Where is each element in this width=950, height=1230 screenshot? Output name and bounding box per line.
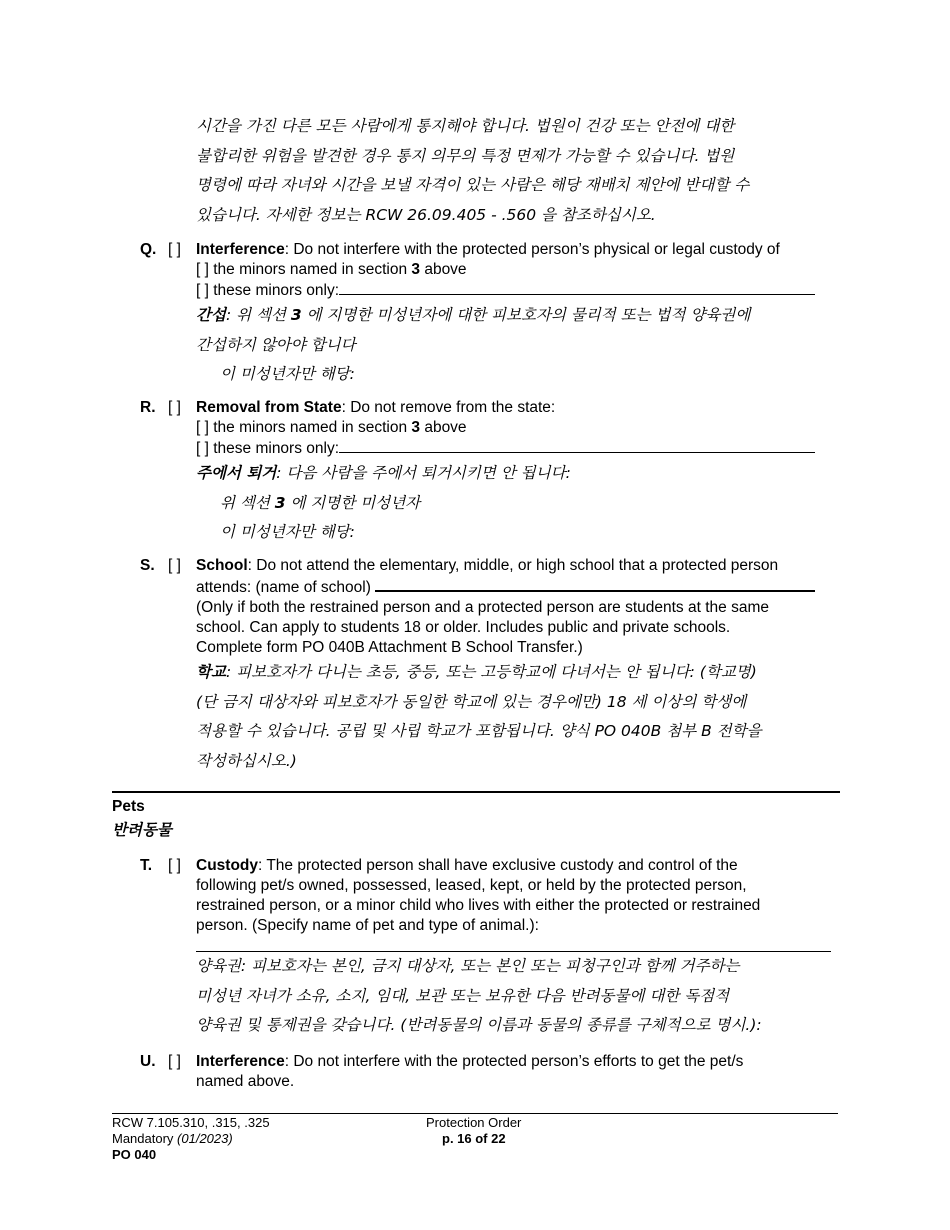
section-number: 3 <box>290 306 302 324</box>
item-title: Interference <box>196 241 285 258</box>
korean-text: : 피보호자가 다니는 초등, 중등, 또는 고등학교에 다녀서는 안 됩니다: (학교명) <box>225 663 757 681</box>
item-text: attends: (name of school) <box>196 579 371 596</box>
footer-divider <box>112 1113 838 1114</box>
footer-page-number: p. 16 of 22 <box>442 1131 506 1146</box>
item-letter: T. <box>140 857 153 874</box>
korean-translation <box>196 459 832 548</box>
item-text: : The protected person shall have exclusive custody and control of the <box>258 857 738 874</box>
item-note: school. Can apply to students 18 or older. Includes public and private schools. <box>196 619 731 636</box>
minors-name-field[interactable] <box>339 280 815 295</box>
checkbox-q[interactable]: [ ] <box>168 241 181 258</box>
option-text: these minors only: <box>213 282 340 299</box>
school-name-field[interactable] <box>375 576 815 592</box>
korean-text: : 다음 사람을 주에서 퇴거시키면 안 됩니다: <box>276 464 571 482</box>
korean-title: 간섭 <box>196 306 226 324</box>
item-text: named above. <box>196 1073 295 1090</box>
korean-text: 양육권 및 통제권을 갖습니다. (반려동물의 이름과 동물의 종류를 구체적으로 명시.): <box>196 1016 762 1034</box>
item-letter: R. <box>140 399 156 416</box>
korean-text: 적용할 수 있습니다. 공립 및 사립 학교가 포함됩니다. 양식 PO 040B 첨부 B 전학을 <box>196 722 762 740</box>
pet-description-field[interactable] <box>196 936 831 952</box>
korean-text: 에 지명한 미성년자에 대한 피보호자의 물리적 또는 법적 양육권에 <box>301 306 751 324</box>
intro-line: 시간을 가진 다른 모든 사람에게 통지해야 합니다. 법원이 건강 또는 안전에 대한 <box>196 117 735 135</box>
korean-translation <box>196 952 832 1041</box>
option-text: above <box>420 419 467 436</box>
checkbox-r[interactable]: [ ] <box>168 399 181 416</box>
footer-form-number: PO 040 <box>112 1147 157 1162</box>
intro-line: 명령에 따라 자녀와 시간을 보낼 자격이 있는 사람은 해당 재배치 제안에 반대할 수 <box>196 176 750 194</box>
checkbox-s[interactable]: [ ] <box>168 557 181 574</box>
footer-left <box>112 1115 270 1163</box>
minors-name-field[interactable] <box>339 438 815 453</box>
korean-text: (단 금지 대상자와 피보호자가 동일한 학교에 있는 경우에만) 18 세 이상의 학생에 <box>196 692 747 711</box>
checkbox-r-option2[interactable]: [ ] <box>196 440 209 457</box>
korean-option: 이 미성년자만 해당: <box>220 365 355 383</box>
item-note: (Only if both the restrained person and a protected person are students at the same <box>196 599 769 616</box>
korean-translation <box>196 658 832 776</box>
item-title: School <box>196 557 248 574</box>
korean-text: : 위 섹션 <box>225 306 291 324</box>
intro-line: 있습니다. 자세한 정보는 RCW 26.09.405 - .560 을 참조하십시오. <box>196 205 656 224</box>
footer-date: (01/2023) <box>177 1131 233 1146</box>
korean-text: 작성하십시오.) <box>196 751 297 770</box>
pets-heading-korean: 반려동물 <box>112 821 172 839</box>
intro-line: 불합리한 위험을 발견한 경우 통지 의무의 특정 면제가 가능할 수 있습니다. 법원 <box>196 146 735 165</box>
korean-option: 위 섹션 <box>220 493 275 512</box>
item-text: : Do not remove from the state: <box>341 399 556 416</box>
korean-title: 주에서 퇴거 <box>196 464 277 482</box>
section-number: 3 <box>411 261 421 278</box>
item-letter: Q. <box>140 241 157 258</box>
item-letter: S. <box>140 557 155 574</box>
footer-title: Protection Order <box>426 1115 522 1130</box>
item-text: restrained person, or a minor child who lives with either the protected or restrained <box>196 897 761 914</box>
footer-mandatory: Mandatory <box>112 1131 178 1146</box>
item-letter: U. <box>140 1053 156 1070</box>
korean-translation <box>196 301 832 390</box>
checkbox-u[interactable]: [ ] <box>168 1053 181 1070</box>
item-text: : Do not attend the elementary, middle, or high school that a protected person <box>247 557 779 574</box>
intro-korean-paragraph <box>196 112 836 230</box>
item-note: Complete form PO 040B Attachment B School Transfer.) <box>196 639 583 656</box>
pets-heading: Pets <box>112 798 145 815</box>
item-title: Removal from State <box>196 399 342 416</box>
checkbox-q-option2[interactable]: [ ] <box>196 282 209 299</box>
korean-text: 간섭하지 않아야 합니다 <box>196 335 356 354</box>
korean-option: 이 미성년자만 해당: <box>220 523 355 541</box>
footer-rcw: RCW 7.105.310, .315, .325 <box>112 1115 270 1130</box>
option-text: these minors only: <box>213 440 340 457</box>
checkbox-r-option1[interactable]: [ ] <box>196 419 209 436</box>
korean-text: 미성년 자녀가 소유, 소지, 임대, 보관 또는 보유한 다음 반려동물에 대한 독점적 <box>196 986 730 1005</box>
section-divider <box>112 791 840 793</box>
section-number: 3 <box>411 419 421 436</box>
item-text: person. (Specify name of pet and type of animal.): <box>196 917 539 934</box>
item-title: Interference <box>196 1053 285 1070</box>
checkbox-t[interactable]: [ ] <box>168 857 181 874</box>
item-text: : Do not interfere with the protected person’s efforts to get the pet/s <box>284 1053 744 1070</box>
option-text: the minors named in section <box>213 419 412 436</box>
footer-center <box>426 1115 521 1147</box>
option-text: above <box>420 261 467 278</box>
korean-title: 학교 <box>196 663 226 681</box>
option-text: the minors named in section <box>213 261 412 278</box>
korean-text: 양육권: 피보호자는 본인, 금지 대상자, 또는 본인 또는 피청구인과 함께 거주하는 <box>196 957 740 975</box>
checkbox-q-option1[interactable]: [ ] <box>196 261 209 278</box>
item-text: following pet/s owned, possessed, leased, kept, or held by the protected person, <box>196 877 747 894</box>
item-text: : Do not interfere with the protected person’s physical or legal custody of <box>284 241 780 258</box>
item-title: Custody <box>196 857 258 874</box>
korean-option: 에 지명한 미성년자 <box>285 493 421 512</box>
section-number: 3 <box>274 493 286 512</box>
